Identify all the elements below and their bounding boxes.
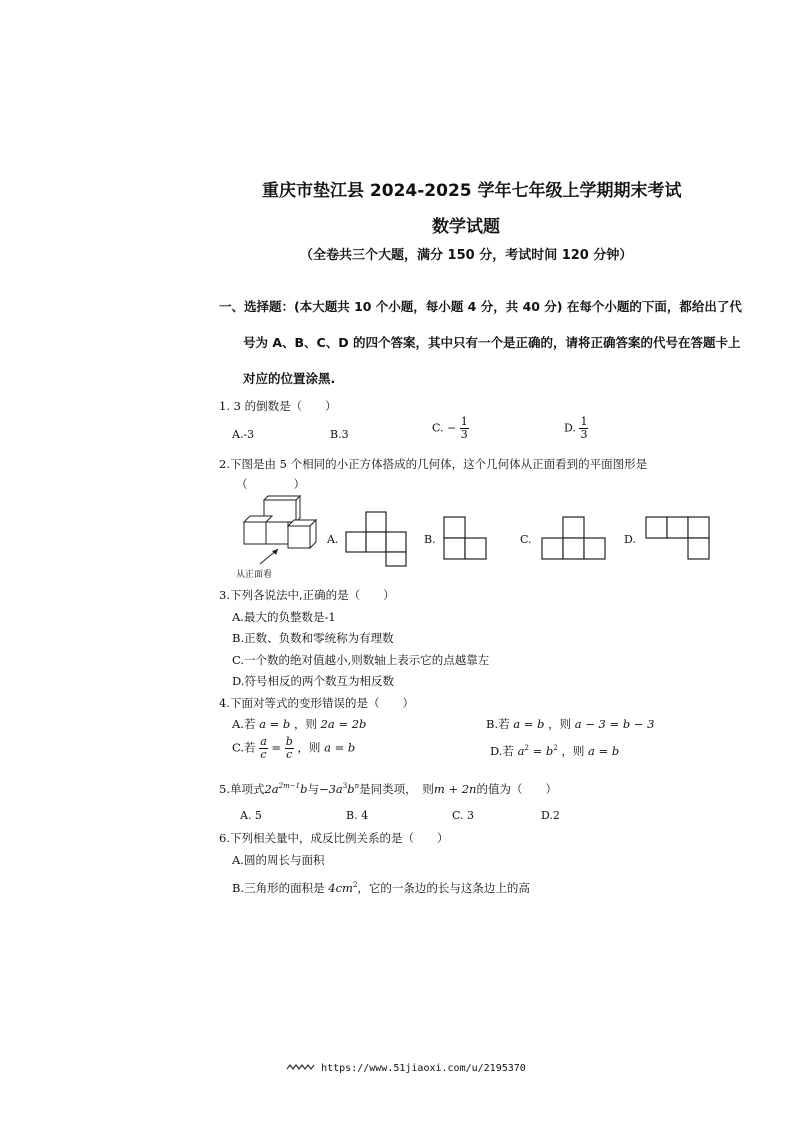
q3-option-b: B.正数、负数和零统称为有理数 (232, 631, 394, 645)
q4-option-c (232, 736, 355, 761)
q1-d-label: D. (564, 421, 576, 435)
q6-b-post: ，它的一条边的长与这条边上的高 (357, 881, 530, 895)
subject-title: 数学试题 (432, 217, 500, 237)
section1-line1: 一、选择题：(本大题共 10 个小题，每小题 4 分，共 40 分) 在每个小题的下面，都给出了代 (219, 299, 742, 314)
q4-c-m: a = b (324, 740, 356, 755)
q2-shape-a (346, 512, 406, 566)
q4-c-d2: c (286, 748, 293, 762)
q4-c-mid: ，则 (297, 740, 321, 755)
q1-d-fraction (579, 416, 588, 441)
q4-a-mid: ，则 (293, 717, 317, 731)
q5-option-d: D.2 (541, 809, 560, 822)
q4-c-n1: a (260, 735, 267, 748)
q4-option-a (232, 716, 366, 732)
q4-c-eq: = (271, 740, 282, 755)
q6-stem: 6.下列相关量中，成反比例关系的是（ ） (219, 831, 449, 845)
q2-view-label: 从正面看 (236, 570, 273, 580)
q5-mid: 与 (307, 782, 319, 796)
q4-c-frac1 (259, 736, 268, 761)
q5-sup1: 2m−1 (278, 782, 301, 791)
section1-line3: 对应的位置涂黑. (243, 371, 336, 386)
q4-d-sup2: 2 (553, 744, 558, 753)
q2-option-d: D. (624, 533, 636, 546)
q4-b-m2: a − 3 = b − 3 (574, 717, 655, 731)
q1-option-c (432, 416, 469, 441)
q4-b-mid: ，则 (548, 717, 572, 731)
q6-b-m: 4cm (328, 881, 353, 895)
q5-sup2: 3 (342, 782, 348, 791)
q5-stem (219, 781, 557, 797)
q5-m4: b (347, 782, 355, 796)
q2-shape-b (444, 517, 486, 559)
q5-option-a: A. 5 (240, 809, 262, 822)
q6-b-pre: B.三角形的面积是 (232, 881, 325, 895)
q4-b-m1: a = b (513, 717, 545, 731)
q2-stem: 2.下图是由 5 个相同的小正方体搭成的几何体，这个几何体从正面看到的平面图形是 (219, 457, 648, 471)
q3-option-c: C.一个数的绝对值越小,则数轴上表示它的点越靠左 (232, 653, 490, 667)
q1-d-numerator: 1 (580, 415, 588, 428)
q4-d-sup1: 2 (524, 744, 529, 753)
q4-c-n2: b (285, 735, 293, 748)
q5-sup3: n (354, 782, 360, 791)
exam-note: （全卷共三个大题，满分 150 分，考试时间 120 分钟） (300, 248, 633, 263)
q1-c-sign: − (447, 421, 457, 435)
q1-option-a: A.-3 (232, 428, 255, 441)
exam-title: 重庆市垫江县 2024-2025 学年七年级上学期期末考试 (262, 181, 682, 201)
q6-b-sup: 2 (352, 881, 358, 890)
q1-c-label: C. (432, 421, 444, 435)
q2-paren: （ ） (236, 477, 305, 491)
q4-option-b (486, 716, 654, 732)
q4-stem: 4.下面对等式的变形错误的是（ ） (219, 696, 414, 710)
q2-shape-d (646, 517, 709, 559)
q5-m1: 2a (264, 782, 279, 796)
q1-d-denominator: 3 (580, 428, 588, 442)
q4-d-pre: D.若 (490, 744, 514, 758)
q1-c-fraction (460, 416, 469, 441)
q1-c-denominator: 3 (460, 428, 468, 442)
q3-stem: 3.下列各说法中,正确的是（ ） (219, 588, 395, 602)
q5-m3: −3a (318, 782, 343, 796)
q4-c-frac2 (285, 736, 294, 761)
footer (286, 1056, 526, 1075)
q5-m2: b (300, 782, 308, 796)
q2-figures (232, 495, 732, 580)
q1-c-numerator: 1 (460, 415, 468, 428)
q5-post: 是同类项， 则 (359, 782, 434, 796)
q4-d-m1b: = b (528, 744, 554, 758)
footer-logo-icon (286, 1063, 316, 1071)
q2-option-a: A. (327, 533, 339, 546)
q4-d-mid: ，则 (561, 744, 585, 758)
q4-d-m1a: a (517, 744, 525, 758)
q1-option-d (564, 416, 588, 441)
q5-pre: 5.单项式 (219, 782, 265, 796)
q4-c-pre: C.若 (232, 740, 256, 755)
q2-shape-c (542, 517, 605, 559)
q5-option-c: C. 3 (452, 809, 475, 822)
q5-option-b: B. 4 (346, 809, 369, 822)
q1-stem: 1. 3 的倒数是（ ） (219, 399, 337, 413)
q2-option-c: C. (520, 533, 532, 546)
q4-d-m2: a = b (588, 744, 620, 758)
q3-option-a: A.最大的负整数是-1 (232, 610, 336, 624)
q4-a-m2: 2a = 2b (320, 717, 367, 731)
footer-link[interactable]: https://www.51jiaoxi.com/u/2195370 (321, 1063, 526, 1074)
q2-option-b: B. (424, 533, 436, 546)
cube-solid-figure (244, 496, 316, 564)
q4-b-pre: B.若 (486, 717, 510, 731)
q5-expr: m + 2n (433, 782, 477, 796)
q6-option-a: A.圆的周长与面积 (232, 853, 325, 867)
q5-tail: 的值为（ ） (476, 782, 557, 796)
q4-c-d1: c (260, 748, 267, 762)
q4-a-pre: A.若 (232, 717, 256, 731)
q6-option-b (232, 880, 530, 896)
q4-a-m1: a = b (259, 717, 291, 731)
q4-option-d (490, 743, 619, 759)
section1-line2: 号为 A、B、C、D 的四个答案，其中只有一个是正确的，请将正确答案的代号在答题卡上 (243, 335, 741, 350)
q1-option-b: B.3 (330, 428, 349, 441)
q3-option-d: D.符号相反的两个数互为相反数 (232, 674, 394, 688)
